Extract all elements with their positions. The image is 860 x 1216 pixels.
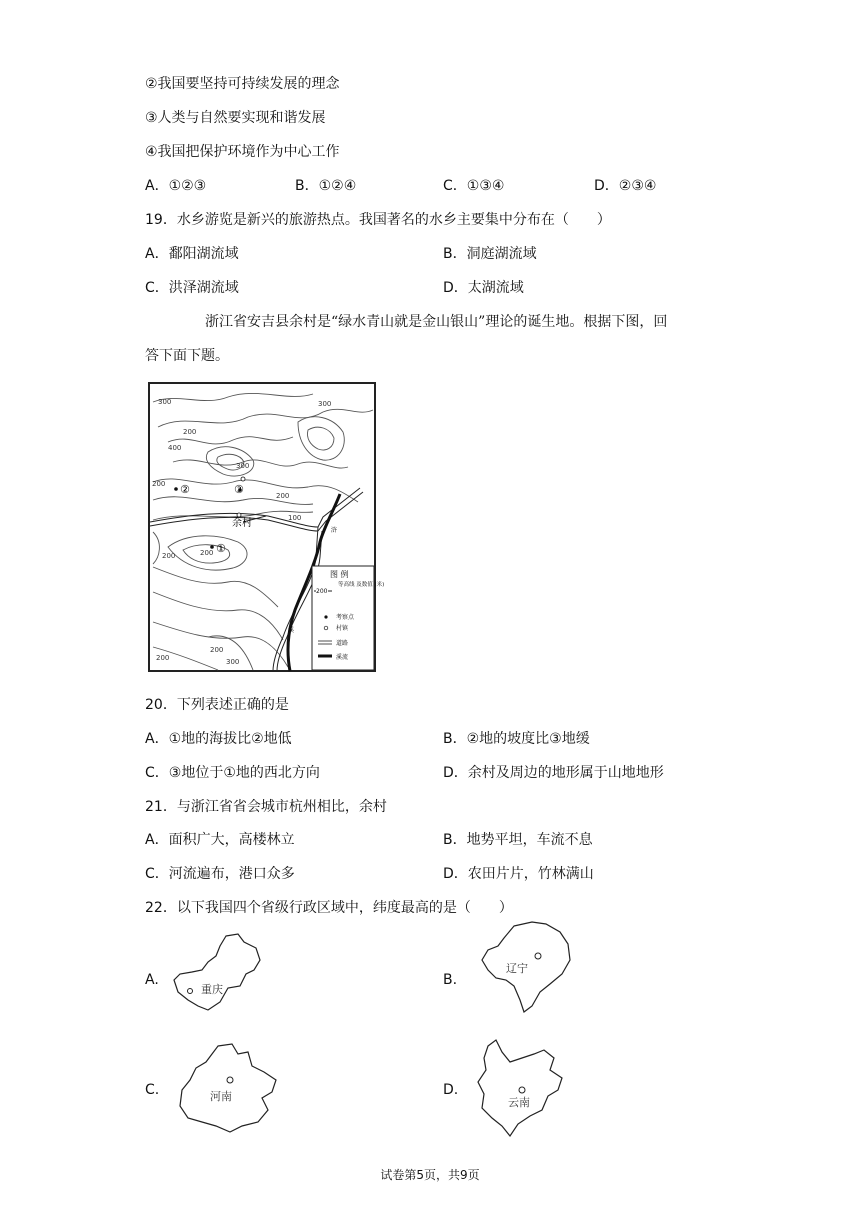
province-label-yunnan: 云南 [508,1096,530,1109]
contour-label: 300 [318,400,332,408]
q19-option-c: C．洪泽湖流域 [145,280,239,296]
q20-option-d: D．余村及周边的地形属于山地地形 [443,765,664,781]
legend-contour: 等高线 及数值 (米) [338,582,385,588]
q21-option-a: A．面积广大，高楼林立 [145,832,295,848]
contour-label: 200 [200,549,214,557]
q20-option-c: C．③地位于①地的西北方向 [145,765,320,781]
q18-statement-3: ③人类与自然要实现和谐发展 [145,110,326,126]
q20-stem: 20．下列表述正确的是 [145,697,289,713]
contour-label: 200 [276,492,290,500]
q18-option-b: B．①②④ [295,178,357,194]
contour-label: 300 [226,658,240,666]
q21-stem: 21．与浙江省省会城市杭州相比，余村 [145,799,387,815]
q20-option-b: B．②地的坡度比③地缓 [443,731,590,747]
province-label-henan: 河南 [210,1090,232,1103]
q18-option-d: D．②③④ [594,178,657,194]
contour-label: 300 [158,398,172,406]
liaoning-outline [474,920,578,1016]
q18-option-a: A．①②③ [145,178,207,194]
map-legend [312,566,384,670]
q22-option-a: A. [145,972,159,988]
contour-label: 200 [183,428,197,436]
q19-option-a: A．鄱阳湖流域 [145,246,239,262]
legend-village: 村镇 [336,625,349,632]
contour-label: 200 [156,654,170,662]
point-label-3: ③ [234,483,244,496]
point-label-1: ① [216,542,226,555]
topographic-map [148,382,385,672]
q19-option-d: D．太湖流域 [443,280,524,296]
survey-point-2 [174,487,178,491]
henan-outline [172,1042,282,1138]
point-label-2: ② [180,483,190,496]
contour-label: 200 [210,646,224,654]
legend-stream: 溪流 [336,654,349,661]
legend-road: 道路 [336,640,349,647]
province-label-chongqing: 重庆 [201,983,223,996]
passage-intro-line1: 浙江省安吉县余村是“绿水青山就是金山银山”理论的诞生地。根据下图，回 [205,314,668,330]
stream-label: 浒 [331,527,338,534]
q21-option-c: C．河流遍布，港口众多 [145,866,295,882]
q21-option-b: B．地势平坦，车流不息 [443,832,593,848]
q22-stem: 22．以下我国四个省级行政区域中，纬度最高的是（ ） [145,900,513,916]
q21-option-d: D．农田片片，竹林满山 [443,866,594,882]
yucun-label: 余村 [232,518,252,529]
province-label-liaoning: 辽宁 [506,962,528,975]
yunnan-outline [474,1038,570,1142]
q18-option-c: C．①③④ [443,178,505,194]
page-footer: 试卷第5页，共9页 [380,1168,480,1182]
stream-label: 溪 [288,627,295,634]
passage-intro-line2: 答下面下题。 [145,348,229,364]
q22-option-b: B. [443,972,458,988]
q22-option-c: C. [145,1082,160,1098]
contour-label: 400 [168,444,182,452]
q18-statement-2: ②我国要坚持可持续发展的理念 [145,76,340,92]
contour-label: 200 [152,480,166,488]
q22-option-d: D. [443,1082,459,1098]
chongqing-outline [168,930,268,1014]
legend-contour-value: 200 [316,588,328,595]
contour-label: 100 [288,514,302,522]
q19-stem: 19．水乡游览是新兴的旅游热点。我国著名的水乡主要集中分布在（ ） [145,212,611,228]
legend-title: 图 例 [330,570,349,579]
survey-point-1 [210,545,214,549]
legend-point: 考察点 [336,614,355,621]
village-marker [241,477,245,481]
q19-option-b: B．洞庭湖流域 [443,246,537,262]
yucun-marker [237,513,241,517]
q18-statement-4: ④我国把保护环境作为中心工作 [145,144,340,160]
contour-label: 300 [236,462,250,470]
q20-option-a: A．①地的海拔比②地低 [145,731,292,747]
contour-label: 200 [162,552,176,560]
